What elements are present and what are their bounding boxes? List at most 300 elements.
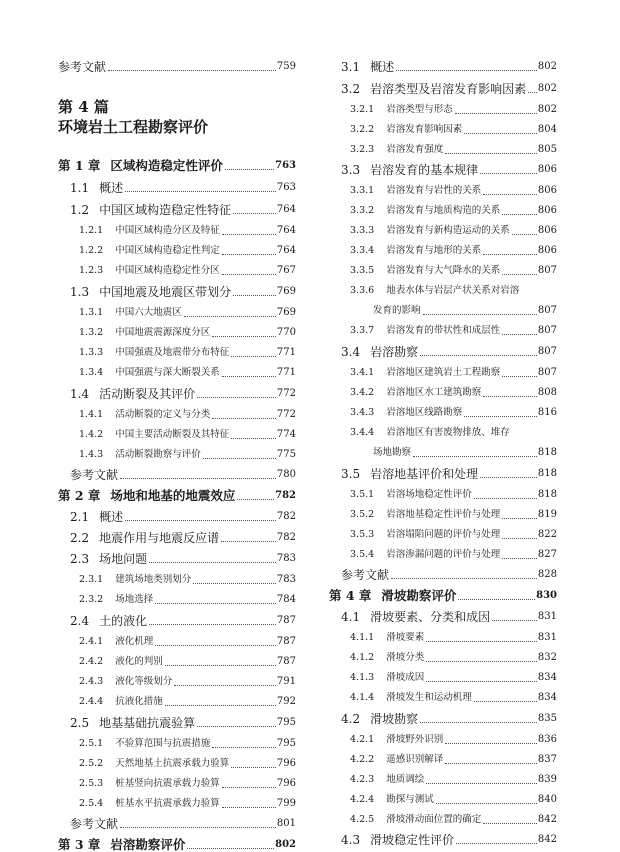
toc-subsection-entry[interactable] <box>58 635 296 649</box>
dot-leader <box>483 395 537 397</box>
dot-leader <box>203 457 276 459</box>
toc-entry-first-line[interactable] <box>329 426 510 440</box>
entry-number: 4.2.3 <box>350 774 375 785</box>
dot-leader <box>233 212 276 214</box>
entry-number: 1.2.3 <box>79 265 104 276</box>
toc-subsection-entry[interactable] <box>329 488 557 502</box>
entry-number: 3.4 <box>341 345 361 359</box>
page-number: 828 <box>537 569 557 580</box>
entry-title: 桩基竖向抗震承载力验算 <box>115 778 220 789</box>
entry-number: 3.3.3 <box>350 225 375 236</box>
dot-leader <box>165 664 276 666</box>
entry-title: 遥感识别解译 <box>386 754 444 765</box>
toc-subsection-entry[interactable] <box>58 655 296 669</box>
dot-leader <box>426 640 537 642</box>
page-number: 802 <box>537 61 557 72</box>
page-number: 842 <box>537 814 557 825</box>
page-number: 835 <box>537 713 557 724</box>
page-number: 801 <box>276 818 296 829</box>
entry-title: 岩溶发育影响因素 <box>386 124 463 135</box>
page-number: 842 <box>537 834 557 845</box>
dot-leader <box>423 313 537 315</box>
entry-title: 参考文献 <box>70 817 119 831</box>
page-number: 770 <box>276 327 296 338</box>
toc-subsection-entry[interactable] <box>329 324 557 338</box>
entry-title: 岩溶地区建筑岩土工程勘察 <box>386 367 501 378</box>
toc-subsection-entry[interactable] <box>58 797 296 811</box>
toc-subsection-entry[interactable] <box>329 793 557 807</box>
toc-subsection-entry[interactable] <box>58 737 296 751</box>
dot-leader <box>222 806 276 808</box>
dot-leader <box>483 822 537 824</box>
toc-chapter-entry[interactable] <box>329 589 557 603</box>
page-number: 769 <box>276 307 296 318</box>
entry-number: 4.2.1 <box>350 734 375 745</box>
part-heading: 第 4 篇 <box>58 98 109 116</box>
entry-title: 中国强震及地震带分布特征 <box>115 347 230 358</box>
dot-leader <box>502 213 537 215</box>
entry-number: 1.2.2 <box>79 245 104 256</box>
toc-section-entry[interactable] <box>58 614 296 628</box>
toc-entry-first-line[interactable] <box>329 284 519 298</box>
dot-leader <box>456 842 537 844</box>
page-number: 772 <box>276 388 296 399</box>
dot-leader <box>149 561 276 563</box>
entry-title: 岩溶地区水工建筑勘察 <box>386 387 482 398</box>
page-number: 791 <box>276 676 296 687</box>
entry-number: 3.4.4 <box>350 427 375 438</box>
dot-leader <box>445 152 537 154</box>
entry-title: 活动断裂勘察与评价 <box>115 449 201 460</box>
toc-section-entry[interactable] <box>58 203 296 217</box>
page-number: 836 <box>537 734 557 745</box>
entry-number: 1.3 <box>70 285 90 299</box>
page-number: 782 <box>276 532 296 543</box>
toc-section-entry[interactable] <box>58 510 296 524</box>
entry-title: 岩溶塌陷问题的评价与处理 <box>386 529 501 540</box>
entry-number: 3.2 <box>341 82 361 96</box>
toc-section-entry[interactable] <box>58 531 296 545</box>
page-number: 834 <box>537 692 557 703</box>
toc-reference-entry[interactable] <box>58 817 296 831</box>
entry-title: 场地和地基的地震效应 <box>110 488 236 503</box>
entry-number: 3.3 <box>341 163 361 177</box>
dot-leader <box>455 112 537 114</box>
page-number: 806 <box>537 245 557 256</box>
page-number: 767 <box>276 265 296 276</box>
entry-number: 3.4.3 <box>350 407 375 418</box>
page-number: 775 <box>276 449 296 460</box>
toc-subsection-entry[interactable] <box>329 528 557 542</box>
toc-subsection-entry[interactable] <box>58 695 296 709</box>
page-number: 807 <box>537 346 557 357</box>
toc-section-entry[interactable] <box>58 716 296 730</box>
dot-leader <box>502 557 537 559</box>
toc-section-entry[interactable] <box>329 82 557 96</box>
entry-title: 中国六大地震区 <box>115 307 182 318</box>
entry-number: 1.4 <box>70 387 90 401</box>
dot-leader <box>396 69 537 71</box>
entry-number: 4.1 <box>341 610 361 624</box>
entry-title: 滑坡发生和运动机理 <box>386 692 472 703</box>
entry-title: 岩溶发育与大气降水的关系 <box>386 265 501 276</box>
dot-leader <box>108 69 276 71</box>
toc-subsection-entry[interactable] <box>329 224 557 238</box>
entry-number: 第 1 章 <box>58 158 101 173</box>
toc-subsection-entry[interactable] <box>58 264 296 278</box>
page-number: 799 <box>276 798 296 809</box>
toc-subsection-entry[interactable] <box>329 103 557 117</box>
page-number: 787 <box>276 615 296 626</box>
toc-subsection-entry[interactable] <box>58 224 296 238</box>
toc-subsection-entry[interactable] <box>58 346 296 360</box>
toc-subsection-entry[interactable] <box>58 593 296 607</box>
page-number: 780 <box>276 469 296 480</box>
page-number: 807 <box>537 265 557 276</box>
entry-title: 岩溶类型及岩溶发育影响因素 <box>370 82 527 96</box>
dot-leader <box>120 826 276 828</box>
toc-section-entry[interactable] <box>58 552 296 566</box>
dot-leader <box>480 172 537 174</box>
page-number: 792 <box>276 696 296 707</box>
toc-section-entry[interactable] <box>58 285 296 299</box>
entry-number: 3.3.1 <box>350 185 375 196</box>
entry-title: 滑坡成因 <box>386 672 425 683</box>
toc-subsection-entry[interactable] <box>329 304 557 318</box>
entry-number: 3.1 <box>341 60 361 74</box>
toc-subsection-entry[interactable] <box>58 408 296 422</box>
toc-reference-entry[interactable] <box>329 568 557 582</box>
entry-title: 岩溶渗漏问题的评价与处理 <box>386 549 501 560</box>
toc-subsection-entry[interactable] <box>58 244 296 258</box>
entry-title: 岩溶发育与地形的关系 <box>386 245 482 256</box>
entry-title: 土的液化 <box>99 614 148 628</box>
entry-title: 岩溶地区线路勘察 <box>386 407 463 418</box>
entry-number: 1.3.4 <box>79 367 104 378</box>
toc-subsection-entry[interactable] <box>329 671 557 685</box>
entry-number: 3.5.2 <box>350 509 375 520</box>
entry-title: 滑坡勘察评价 <box>381 588 457 603</box>
entry-title: 场地问题 <box>99 552 148 566</box>
dot-leader <box>187 847 274 849</box>
dot-leader <box>149 623 276 625</box>
toc-subsection-entry[interactable] <box>329 733 557 747</box>
page-number: 819 <box>537 509 557 520</box>
entry-title: 参考文献 <box>58 60 107 74</box>
toc-subsection-entry[interactable] <box>329 631 557 645</box>
toc-chapter-entry[interactable] <box>58 838 296 852</box>
entry-title: 中国强震与深大断裂关系 <box>115 367 220 378</box>
page-number: 831 <box>537 611 557 622</box>
entry-title: 概述 <box>370 60 395 74</box>
entry-title: 地震作用与地震反应谱 <box>99 531 220 545</box>
entry-title: 岩溶勘察评价 <box>110 837 186 852</box>
entry-number: 1.3.1 <box>79 307 104 318</box>
entry-title: 滑坡稳定性评价 <box>370 833 455 847</box>
entry-number: 4.2.5 <box>350 814 375 825</box>
toc-section-entry[interactable] <box>329 345 557 359</box>
toc-section-entry[interactable] <box>329 60 557 74</box>
toc-subsection-entry[interactable] <box>58 757 296 771</box>
entry-title: 岩溶地基评价和处理 <box>370 467 479 481</box>
dot-leader <box>225 168 274 170</box>
dot-leader <box>426 782 537 784</box>
page-number: 816 <box>537 407 557 418</box>
entry-number: 4.2 <box>341 712 361 726</box>
entry-title: 地表水体与岩层产状关系对岩溶 <box>386 285 520 296</box>
toc-subsection-entry[interactable] <box>58 573 296 587</box>
entry-number: 1.4.3 <box>79 449 104 460</box>
entry-number: 第 4 章 <box>329 588 372 603</box>
entry-number: 1.1 <box>70 181 90 195</box>
entry-number: 1.2 <box>70 203 90 217</box>
toc-subsection-entry[interactable] <box>58 777 296 791</box>
page-number: 802 <box>537 104 557 115</box>
toc-subsection-entry[interactable] <box>329 123 557 137</box>
entry-number: 3.3.6 <box>350 285 375 296</box>
entry-title: 场地选择 <box>115 594 154 605</box>
page-number: 807 <box>537 305 557 316</box>
dot-leader <box>125 519 276 521</box>
dot-leader <box>233 294 276 296</box>
entry-title: 区域构造稳定性评价 <box>110 158 223 173</box>
toc-section-entry[interactable] <box>58 181 296 195</box>
toc-section-entry[interactable] <box>58 387 296 401</box>
dot-leader <box>502 537 537 539</box>
entry-title: 地质调绘 <box>386 774 425 785</box>
entry-title: 液化的判别 <box>115 656 163 667</box>
page-number: 782 <box>275 490 296 501</box>
entry-number: 2.4 <box>70 614 90 628</box>
page-number: 822 <box>537 529 557 540</box>
entry-title: 滑坡要素、分类和成因 <box>370 610 491 624</box>
entry-number: 2.5.3 <box>79 778 104 789</box>
page-number: 802 <box>537 83 557 94</box>
entry-title: 勘探与测试 <box>386 794 434 805</box>
dot-leader <box>502 517 537 519</box>
entry-number: 4.1.1 <box>350 632 375 643</box>
entry-title: 活动断裂及其评价 <box>99 387 196 401</box>
entry-title: 参考文献 <box>70 468 119 482</box>
dot-leader <box>464 415 537 417</box>
dot-leader <box>528 91 537 93</box>
toc-section-entry[interactable] <box>329 610 557 624</box>
toc-reference-entry[interactable] <box>58 60 296 74</box>
toc-subsection-entry[interactable] <box>58 448 296 462</box>
page-number: 784 <box>276 594 296 605</box>
dot-leader <box>174 684 276 686</box>
page-number: 764 <box>276 225 296 236</box>
toc-subsection-entry[interactable] <box>329 366 557 380</box>
dot-leader <box>483 193 537 195</box>
toc-section-entry[interactable] <box>329 467 557 481</box>
dot-leader <box>231 766 276 768</box>
page-number: 763 <box>275 160 296 171</box>
entry-title: 发育的影响 <box>373 305 421 316</box>
entry-title: 场地勘察 <box>373 447 412 458</box>
entry-title: 不验算范围与抗震措施 <box>115 738 211 749</box>
page-number: 818 <box>537 489 557 500</box>
dot-leader <box>125 190 276 192</box>
toc-subsection-entry[interactable] <box>58 428 296 442</box>
entry-number: 3.2.3 <box>350 144 375 155</box>
toc-subsection-entry[interactable] <box>329 184 557 198</box>
entry-title: 中国区域构造分区及特征 <box>115 225 220 236</box>
entry-title: 中国区域构造稳定性分区 <box>115 265 220 276</box>
page-number: 818 <box>537 468 557 479</box>
dot-leader <box>512 233 537 235</box>
entry-number: 4.2.2 <box>350 754 375 765</box>
dot-leader <box>237 498 274 500</box>
toc-subsection-entry[interactable] <box>329 244 557 258</box>
page-number: 834 <box>537 672 557 683</box>
dot-leader <box>222 273 276 275</box>
toc-subsection-entry[interactable] <box>329 773 557 787</box>
entry-title: 抗液化措施 <box>115 696 163 707</box>
entry-number: 3.2.2 <box>350 124 375 135</box>
entry-title: 岩溶发育与新构造运动的关系 <box>386 225 510 236</box>
entry-number: 2.3 <box>70 552 90 566</box>
dot-leader <box>426 680 537 682</box>
toc-subsection-entry[interactable] <box>329 386 557 400</box>
toc-subsection-entry[interactable] <box>58 306 296 320</box>
toc-reference-entry[interactable] <box>58 468 296 482</box>
entry-number: 2.5.1 <box>79 738 104 749</box>
entry-title: 滑坡要素 <box>386 632 425 643</box>
entry-number: 1.4.1 <box>79 409 104 420</box>
page-number: 771 <box>276 367 296 378</box>
dot-leader <box>502 375 537 377</box>
dot-leader <box>483 253 537 255</box>
entry-number: 2.5.4 <box>79 798 104 809</box>
page-number: 818 <box>537 447 557 458</box>
toc-subsection-entry[interactable] <box>58 326 296 340</box>
entry-number: 3.3.4 <box>350 245 375 256</box>
page-number: 796 <box>276 778 296 789</box>
page-number: 764 <box>276 204 296 215</box>
toc-subsection-entry[interactable] <box>58 675 296 689</box>
dot-leader <box>445 762 537 764</box>
toc-section-entry[interactable] <box>329 712 557 726</box>
toc-subsection-entry[interactable] <box>329 406 557 420</box>
entry-title: 液化等级划分 <box>115 676 173 687</box>
dot-leader <box>502 273 537 275</box>
page-number: 764 <box>276 245 296 256</box>
entry-number: 4.1.4 <box>350 692 375 703</box>
dot-leader <box>445 742 537 744</box>
entry-title: 岩溶发育与岩性的关系 <box>386 185 482 196</box>
page-number: 807 <box>537 367 557 378</box>
entry-number: 3.5 <box>341 467 361 481</box>
dot-leader <box>231 355 276 357</box>
dot-leader <box>155 602 276 604</box>
entry-number: 3.4.2 <box>350 387 375 398</box>
toc-subsection-entry[interactable] <box>329 508 557 522</box>
entry-title: 岩溶勘察 <box>370 345 419 359</box>
entry-number: 4.1.2 <box>350 652 375 663</box>
entry-number: 1.3.2 <box>79 327 104 338</box>
page-number: 839 <box>537 774 557 785</box>
entry-number: 3.4.1 <box>350 367 375 378</box>
page-number: 783 <box>276 574 296 585</box>
toc-subsection-entry[interactable] <box>58 366 296 380</box>
toc-subsection-entry[interactable] <box>329 204 557 218</box>
page-number: 795 <box>276 717 296 728</box>
entry-title: 中国地震震源深度分区 <box>115 327 211 338</box>
dot-leader <box>222 253 276 255</box>
entry-title: 滑坡野外识别 <box>386 734 444 745</box>
page-number: 795 <box>276 738 296 749</box>
entry-title: 岩溶发育与地质构造的关系 <box>386 205 501 216</box>
dot-leader <box>231 437 276 439</box>
toc-section-entry[interactable] <box>329 833 557 847</box>
page-number: 769 <box>276 286 296 297</box>
entry-number: 2.4.2 <box>79 656 104 667</box>
page-number: 840 <box>537 794 557 805</box>
toc-subsection-entry[interactable] <box>329 691 557 705</box>
entry-number: 1.2.1 <box>79 225 104 236</box>
page-number: 837 <box>537 754 557 765</box>
dot-leader <box>480 476 537 478</box>
dot-leader <box>474 497 537 499</box>
dot-leader <box>165 704 276 706</box>
dot-leader <box>120 477 276 479</box>
dot-leader <box>474 700 537 702</box>
entry-title: 滑坡滑动面位置的确定 <box>386 814 482 825</box>
entry-number: 2.5.2 <box>79 758 104 769</box>
dot-leader <box>492 619 537 621</box>
entry-title: 岩溶类型与形态 <box>386 104 453 115</box>
page-number: 808 <box>537 387 557 398</box>
entry-number: 1.3.3 <box>79 347 104 358</box>
page-number: 832 <box>537 652 557 663</box>
toc-section-entry[interactable] <box>329 163 557 177</box>
entry-title: 活动断裂的定义与分类 <box>115 409 211 420</box>
page-number: 774 <box>276 429 296 440</box>
entry-title: 桩基水平抗震承载力验算 <box>115 798 220 809</box>
entry-number: 3.5.1 <box>350 489 375 500</box>
dot-leader <box>436 802 537 804</box>
entry-number: 2.3.2 <box>79 594 104 605</box>
entry-number: 第 3 章 <box>58 837 101 852</box>
toc-chapter-entry[interactable] <box>58 159 296 173</box>
page-number: 783 <box>276 553 296 564</box>
entry-number: 2.3.1 <box>79 574 104 585</box>
page-number: 802 <box>275 839 296 850</box>
dot-leader <box>212 417 276 419</box>
toc-subsection-entry[interactable] <box>329 753 557 767</box>
dot-leader <box>221 540 276 542</box>
toc-subsection-entry[interactable] <box>329 813 557 827</box>
dot-leader <box>426 660 537 662</box>
entry-number: 2.4.3 <box>79 676 104 687</box>
page-number: 806 <box>537 185 557 196</box>
entry-title: 岩溶场地稳定性评价 <box>386 489 472 500</box>
entry-title: 参考文献 <box>341 568 390 582</box>
page-number: 763 <box>276 182 296 193</box>
entry-title: 中国主要活动断裂及其特征 <box>115 429 230 440</box>
page-number: 830 <box>536 590 557 601</box>
toc-subsection-entry[interactable] <box>329 651 557 665</box>
entry-title: 地基基础抗震验算 <box>99 716 196 730</box>
toc-subsection-entry[interactable] <box>329 548 557 562</box>
toc-subsection-entry[interactable] <box>329 446 557 460</box>
toc-subsection-entry[interactable] <box>329 264 557 278</box>
entry-number: 3.5.4 <box>350 549 375 560</box>
page-number: 827 <box>537 549 557 560</box>
toc-chapter-entry[interactable] <box>58 489 296 503</box>
toc-subsection-entry[interactable] <box>329 143 557 157</box>
